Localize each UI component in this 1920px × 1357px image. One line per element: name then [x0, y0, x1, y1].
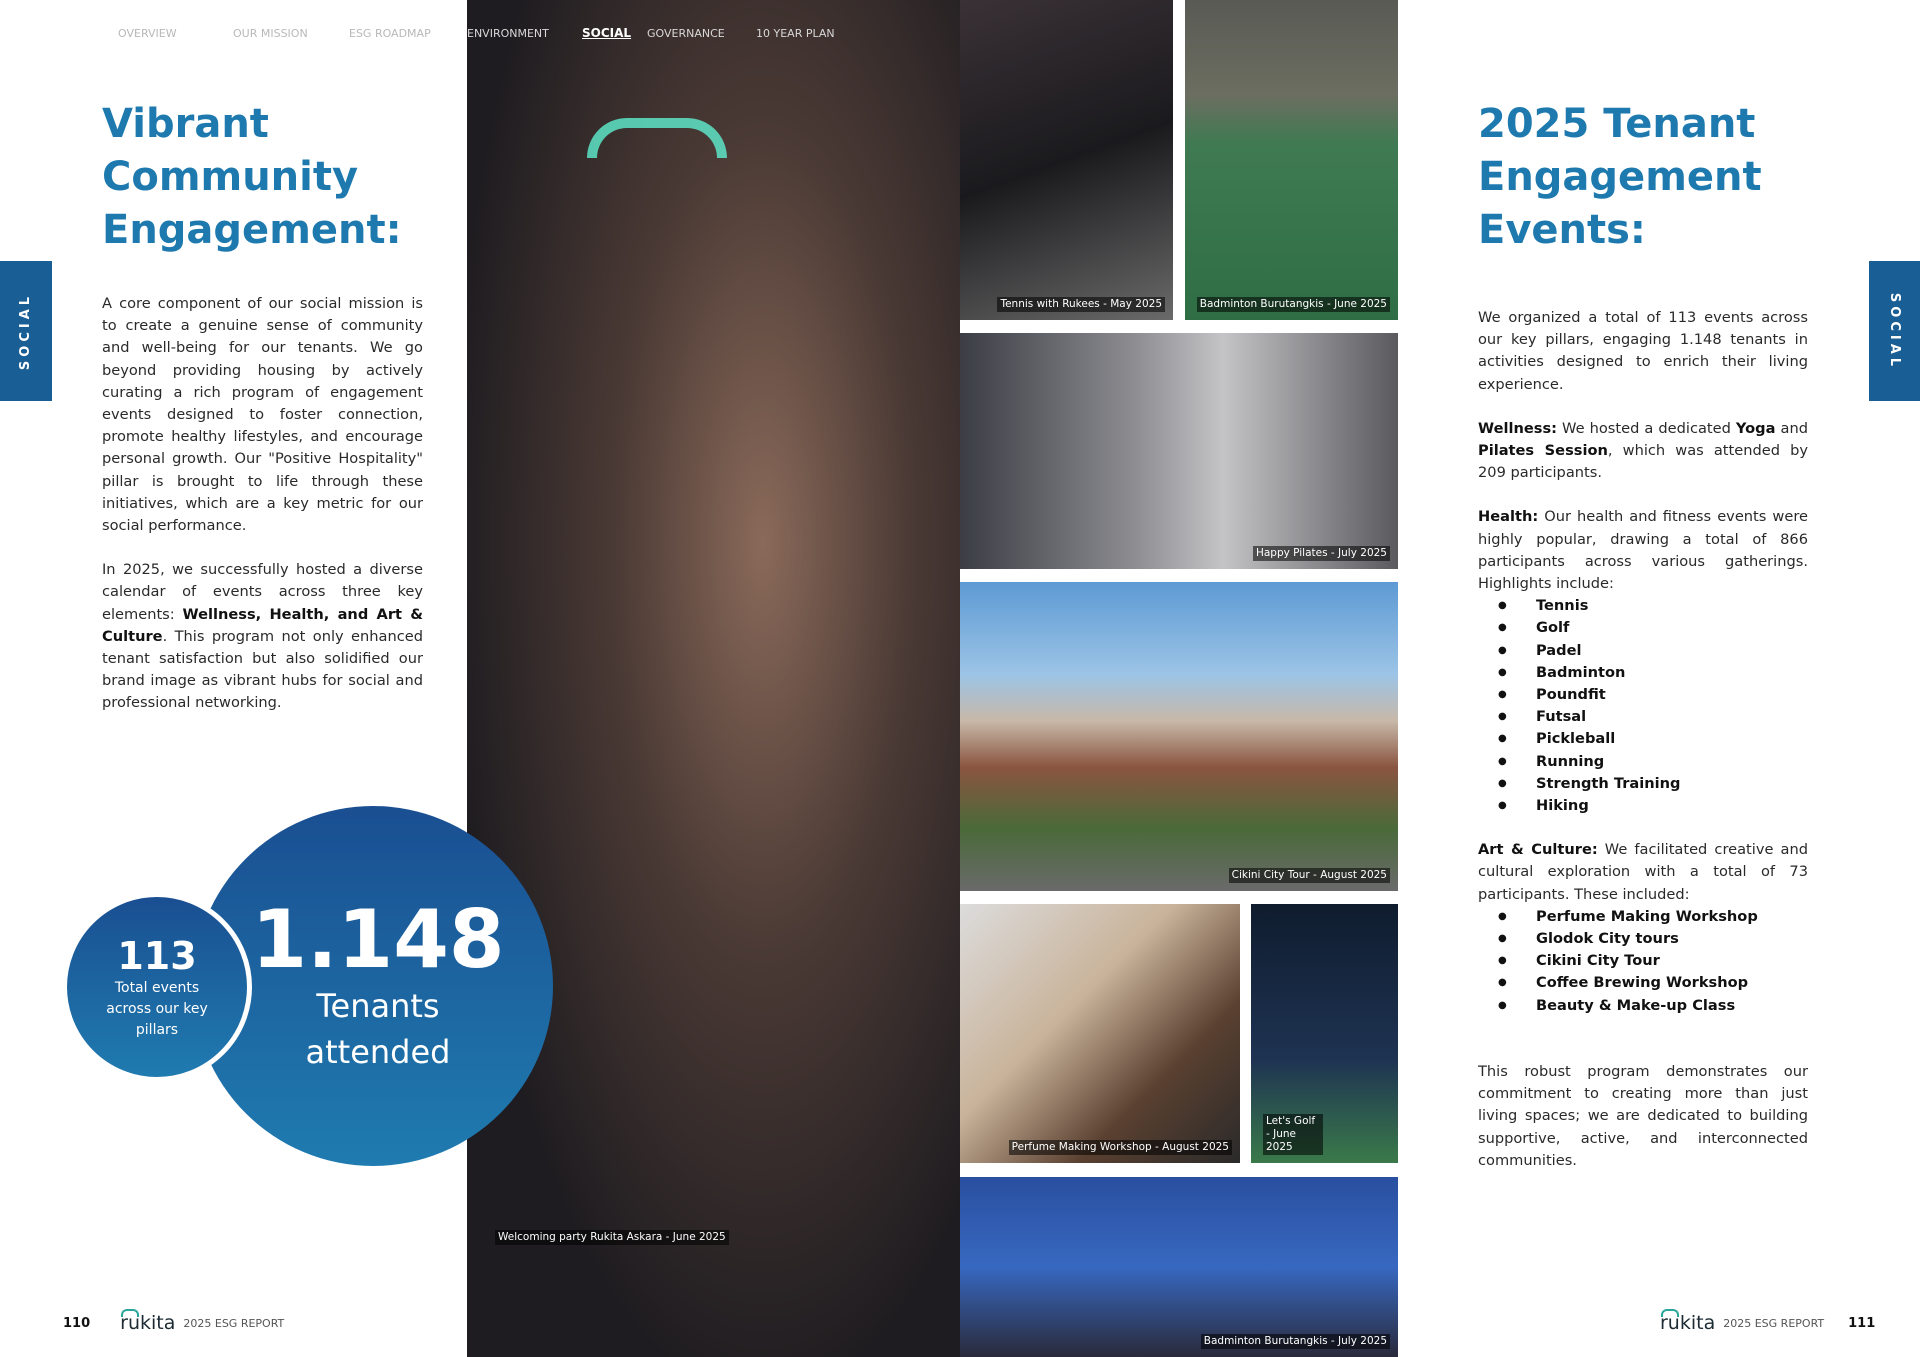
footer-right	[1660, 1312, 1875, 1334]
list-item: ● Poundfit	[1478, 684, 1808, 706]
photo-caption: Perfume Making Workshop - August 2025	[1009, 1140, 1232, 1155]
list-item: ● Futsal	[1478, 706, 1808, 728]
photo-pilates	[960, 333, 1398, 569]
pillars-bold: Wellness, Health, and Art & Culture	[102, 605, 423, 645]
title-line: Community	[102, 154, 359, 200]
photo-tennis	[960, 0, 1173, 320]
health-list	[1478, 595, 1808, 817]
text: . This program not only enhanced tenant satisfaction but also solidified our brand image as vibrant hubs for social and professional networking.	[102, 627, 423, 712]
list-item: ● Strength Training	[1478, 773, 1808, 795]
photo-badminton-july	[960, 1177, 1398, 1357]
page-number: 110	[63, 1315, 91, 1331]
photo-caption: Cikini City Tour - August 2025	[1229, 868, 1390, 883]
text: , which was attended by 209 participants.	[1478, 442, 1808, 482]
list-item: ● Padel	[1478, 640, 1808, 662]
rukita-logo: rukita	[1660, 1312, 1716, 1334]
report-label: 2025 ESG REPORT	[183, 1316, 285, 1330]
text: We facilitated creative and cultural exploration with a total of 73 participants. These included:	[1478, 841, 1808, 903]
list-item: ● Tennis	[1478, 595, 1808, 617]
nav-overview[interactable]: OVERVIEW	[118, 27, 177, 40]
text: In 2025, we successfully hosted a diverse calendar of events across three key elements:	[102, 561, 423, 623]
neon-sign-decoration	[587, 118, 727, 158]
wellness-paragraph	[1478, 418, 1808, 485]
intro-paragraph: A core component of our social mission is to create a genuine sense of community and well-being for our tenants. We go beyond providing housing by actively curating a rich program of engagement events designed to foster connection, promote healthy lifestyles, and encourage personal growth. Our "Positive Hospitality" pillar is brought to life through these initiatives, which are a key metric for our social performance.	[102, 295, 423, 535]
stat-tenants-label: Tenants	[316, 987, 440, 1025]
title-line: 2025 Tenant	[1478, 101, 1756, 147]
photo-caption: Badminton Burutangkis - July 2025	[1201, 1334, 1390, 1349]
side-tab-social	[0, 261, 52, 401]
text: Pilates Session	[1478, 442, 1608, 460]
photo-perfume	[960, 904, 1240, 1163]
list-item: ● Badminton	[1478, 662, 1808, 684]
list-item: ● Beauty & Make-up Class	[1478, 995, 1808, 1017]
heading: Health:	[1478, 508, 1539, 526]
stat-events-value: 113	[117, 933, 197, 978]
text: Our health and fitness events were highly popular, drawing a total of 866 participants across various gatherings. Highlights include:	[1478, 508, 1808, 593]
nav-10-year-plan[interactable]: 10 YEAR PLAN	[756, 27, 835, 40]
art-list	[1478, 906, 1808, 1017]
side-tab-social	[1869, 261, 1920, 401]
list-item: ● Hiking	[1478, 795, 1808, 817]
page-title	[1478, 98, 1762, 257]
photo-badminton-june	[1185, 0, 1398, 320]
stat-events-circle	[62, 892, 252, 1082]
heading: Art & Culture:	[1478, 841, 1598, 859]
footer-left	[63, 1312, 284, 1334]
list-item: ● Coffee Brewing Workshop	[1478, 972, 1808, 994]
photo-caption: Welcoming party Rukita Askara - June 2025	[495, 1230, 729, 1245]
side-tab-label: SOCIAL	[1887, 292, 1903, 370]
photo-caption: Let's Golf - June 2025	[1263, 1114, 1323, 1155]
title-line: Events:	[1478, 207, 1646, 253]
nav-environment[interactable]: ENVIRONMENT	[467, 27, 549, 40]
intro-paragraph: We organized a total of 113 events across our key pillars, engaging 1.148 tenants in activities designed to enrich their living experience.	[1478, 309, 1808, 393]
rukita-logo: rukita	[120, 1312, 176, 1334]
photo-golf	[1251, 904, 1398, 1163]
list-item: ● Perfume Making Workshop	[1478, 906, 1808, 928]
side-tab-label: SOCIAL	[18, 292, 34, 370]
stat-tenants-label: attended	[305, 1033, 451, 1071]
text: We hosted a dedicated	[1556, 419, 1736, 437]
photo-cikini	[960, 582, 1398, 891]
summary-paragraph	[102, 559, 423, 714]
nav-our-mission[interactable]: OUR MISSION	[233, 27, 308, 40]
photo-caption: Tennis with Rukees - May 2025	[997, 297, 1165, 312]
closing-paragraph: This robust program demonstrates our commitment to creating more than just living spaces; we are dedicated to building supportive, active, and interconnected communities.	[1478, 1062, 1808, 1169]
list-item: ● Cikini City Tour	[1478, 950, 1808, 972]
title-line: Engagement	[1478, 154, 1762, 200]
art-paragraph	[1478, 839, 1808, 906]
left-body	[102, 293, 423, 737]
text: Yoga	[1735, 419, 1776, 437]
page-number: 111	[1848, 1315, 1876, 1331]
stat-events-label: Total events across our key pillars	[106, 979, 208, 1038]
text: and	[1775, 419, 1808, 437]
list-item: ● Pickleball	[1478, 728, 1808, 750]
report-label: 2025 ESG REPORT	[1723, 1316, 1825, 1330]
list-item: ● Golf	[1478, 617, 1808, 639]
nav-social[interactable]: SOCIAL	[582, 26, 632, 40]
photo-caption: Happy Pilates - July 2025	[1253, 546, 1390, 561]
photo-welcoming-party	[467, 0, 960, 1357]
list-item: ● Running	[1478, 751, 1808, 773]
list-item: ● Glodok City tours	[1478, 928, 1808, 950]
title-line: Vibrant	[102, 101, 269, 147]
health-paragraph	[1478, 506, 1808, 595]
heading: Wellness:	[1478, 419, 1557, 437]
nav-esg-roadmap[interactable]: ESG ROADMAP	[349, 27, 431, 40]
stat-tenants-value: 1.148	[251, 893, 505, 986]
photo-caption: Badminton Burutangkis - June 2025	[1197, 297, 1390, 312]
title-line: Engagement:	[102, 207, 402, 253]
right-body	[1478, 307, 1808, 1194]
nav-governance[interactable]: GOVERNANCE	[647, 27, 725, 40]
page-title	[102, 98, 402, 257]
